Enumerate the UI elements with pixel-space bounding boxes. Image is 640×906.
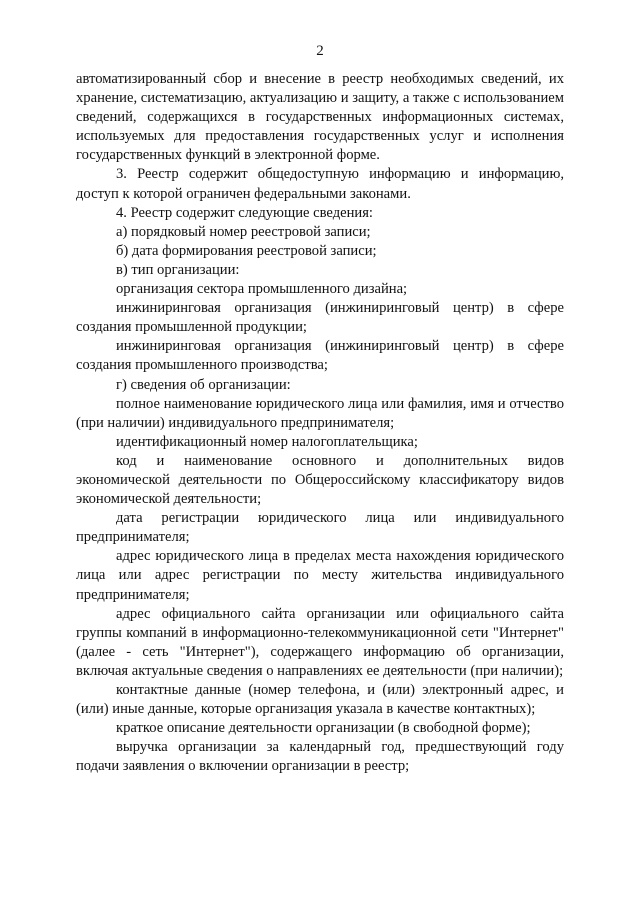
paragraph-legal-address: адрес юридического лица в пределах места нахождения юридического лица или адрес регистрации по месту жительства индивидуального предпринимателя; bbox=[76, 548, 564, 603]
paragraph-subitem-a: а) порядковый номер реестровой записи; bbox=[116, 223, 371, 240]
paragraph-item-4: 4. Реестр содержит следующие сведения: bbox=[116, 204, 373, 221]
paragraph-description: краткое описание деятельности организации (в свободной форме); bbox=[116, 720, 531, 737]
paragraph-full-name: полное наименование юридического лица или фамилия, имя и отчество (при наличии) индивидуального предпринимателя; bbox=[76, 395, 564, 431]
page-number: 2 bbox=[316, 43, 324, 59]
paragraph-tax-id: идентификационный номер налогоплательщика; bbox=[116, 433, 418, 450]
paragraph-org-type-engineering-product: инжиниринговая организация (инжиниринговый центр) в сфере создания промышленной продукции; bbox=[76, 300, 564, 336]
paragraph-contacts: контактные данные (номер телефона, и (или) электронный адрес, и (или) иные данные, которые организация указала в качестве контактных); bbox=[76, 682, 564, 718]
paragraph-revenue: выручка организации за календарный год, предшествующий году подачи заявления о включении организации в реестр; bbox=[76, 739, 564, 775]
paragraph-item-3: 3. Реестр содержит общедоступную информацию и информацию, доступ к которой ограничен федеральными законами. bbox=[76, 166, 564, 202]
paragraph-intro-continuation: автоматизированный сбор и внесение в реестр необходимых сведений, их хранение, систематизацию, актуализацию и защиту, а также с использованием сведений, содержащихся в государственных информационных системах, используемых для предоставления государственных услуг и исполнения государственных функций в электронной форме. bbox=[76, 71, 564, 164]
paragraph-subitem-b: б) дата формирования реестровой записи; bbox=[116, 242, 377, 259]
paragraph-website: адрес официального сайта организации или официального сайта группы компаний в информационно-телекоммуникационной сети "Интернет" (далее - сеть "Интернет"), содержащего информацию об организации, включая актуальные сведения о направлениях ее деятельности (при наличии); bbox=[76, 605, 564, 679]
paragraph-org-type-design: организация сектора промышленного дизайна; bbox=[116, 281, 408, 298]
paragraph-registration-date: дата регистрации юридического лица или индивидуального предпринимателя; bbox=[76, 510, 564, 546]
document-body bbox=[76, 70, 564, 776]
paragraph-subitem-v: в) тип организации: bbox=[116, 261, 240, 278]
paragraph-org-type-engineering-production: инжиниринговая организация (инжиниринговый центр) в сфере создания промышленного производства; bbox=[76, 338, 564, 374]
paragraph-subitem-g: г) сведения об организации: bbox=[116, 376, 291, 393]
paragraph-activity-codes: код и наименование основного и дополнительных видов экономической деятельности по Общероссийскому классификатору видов экономической деятельности; bbox=[76, 452, 564, 508]
